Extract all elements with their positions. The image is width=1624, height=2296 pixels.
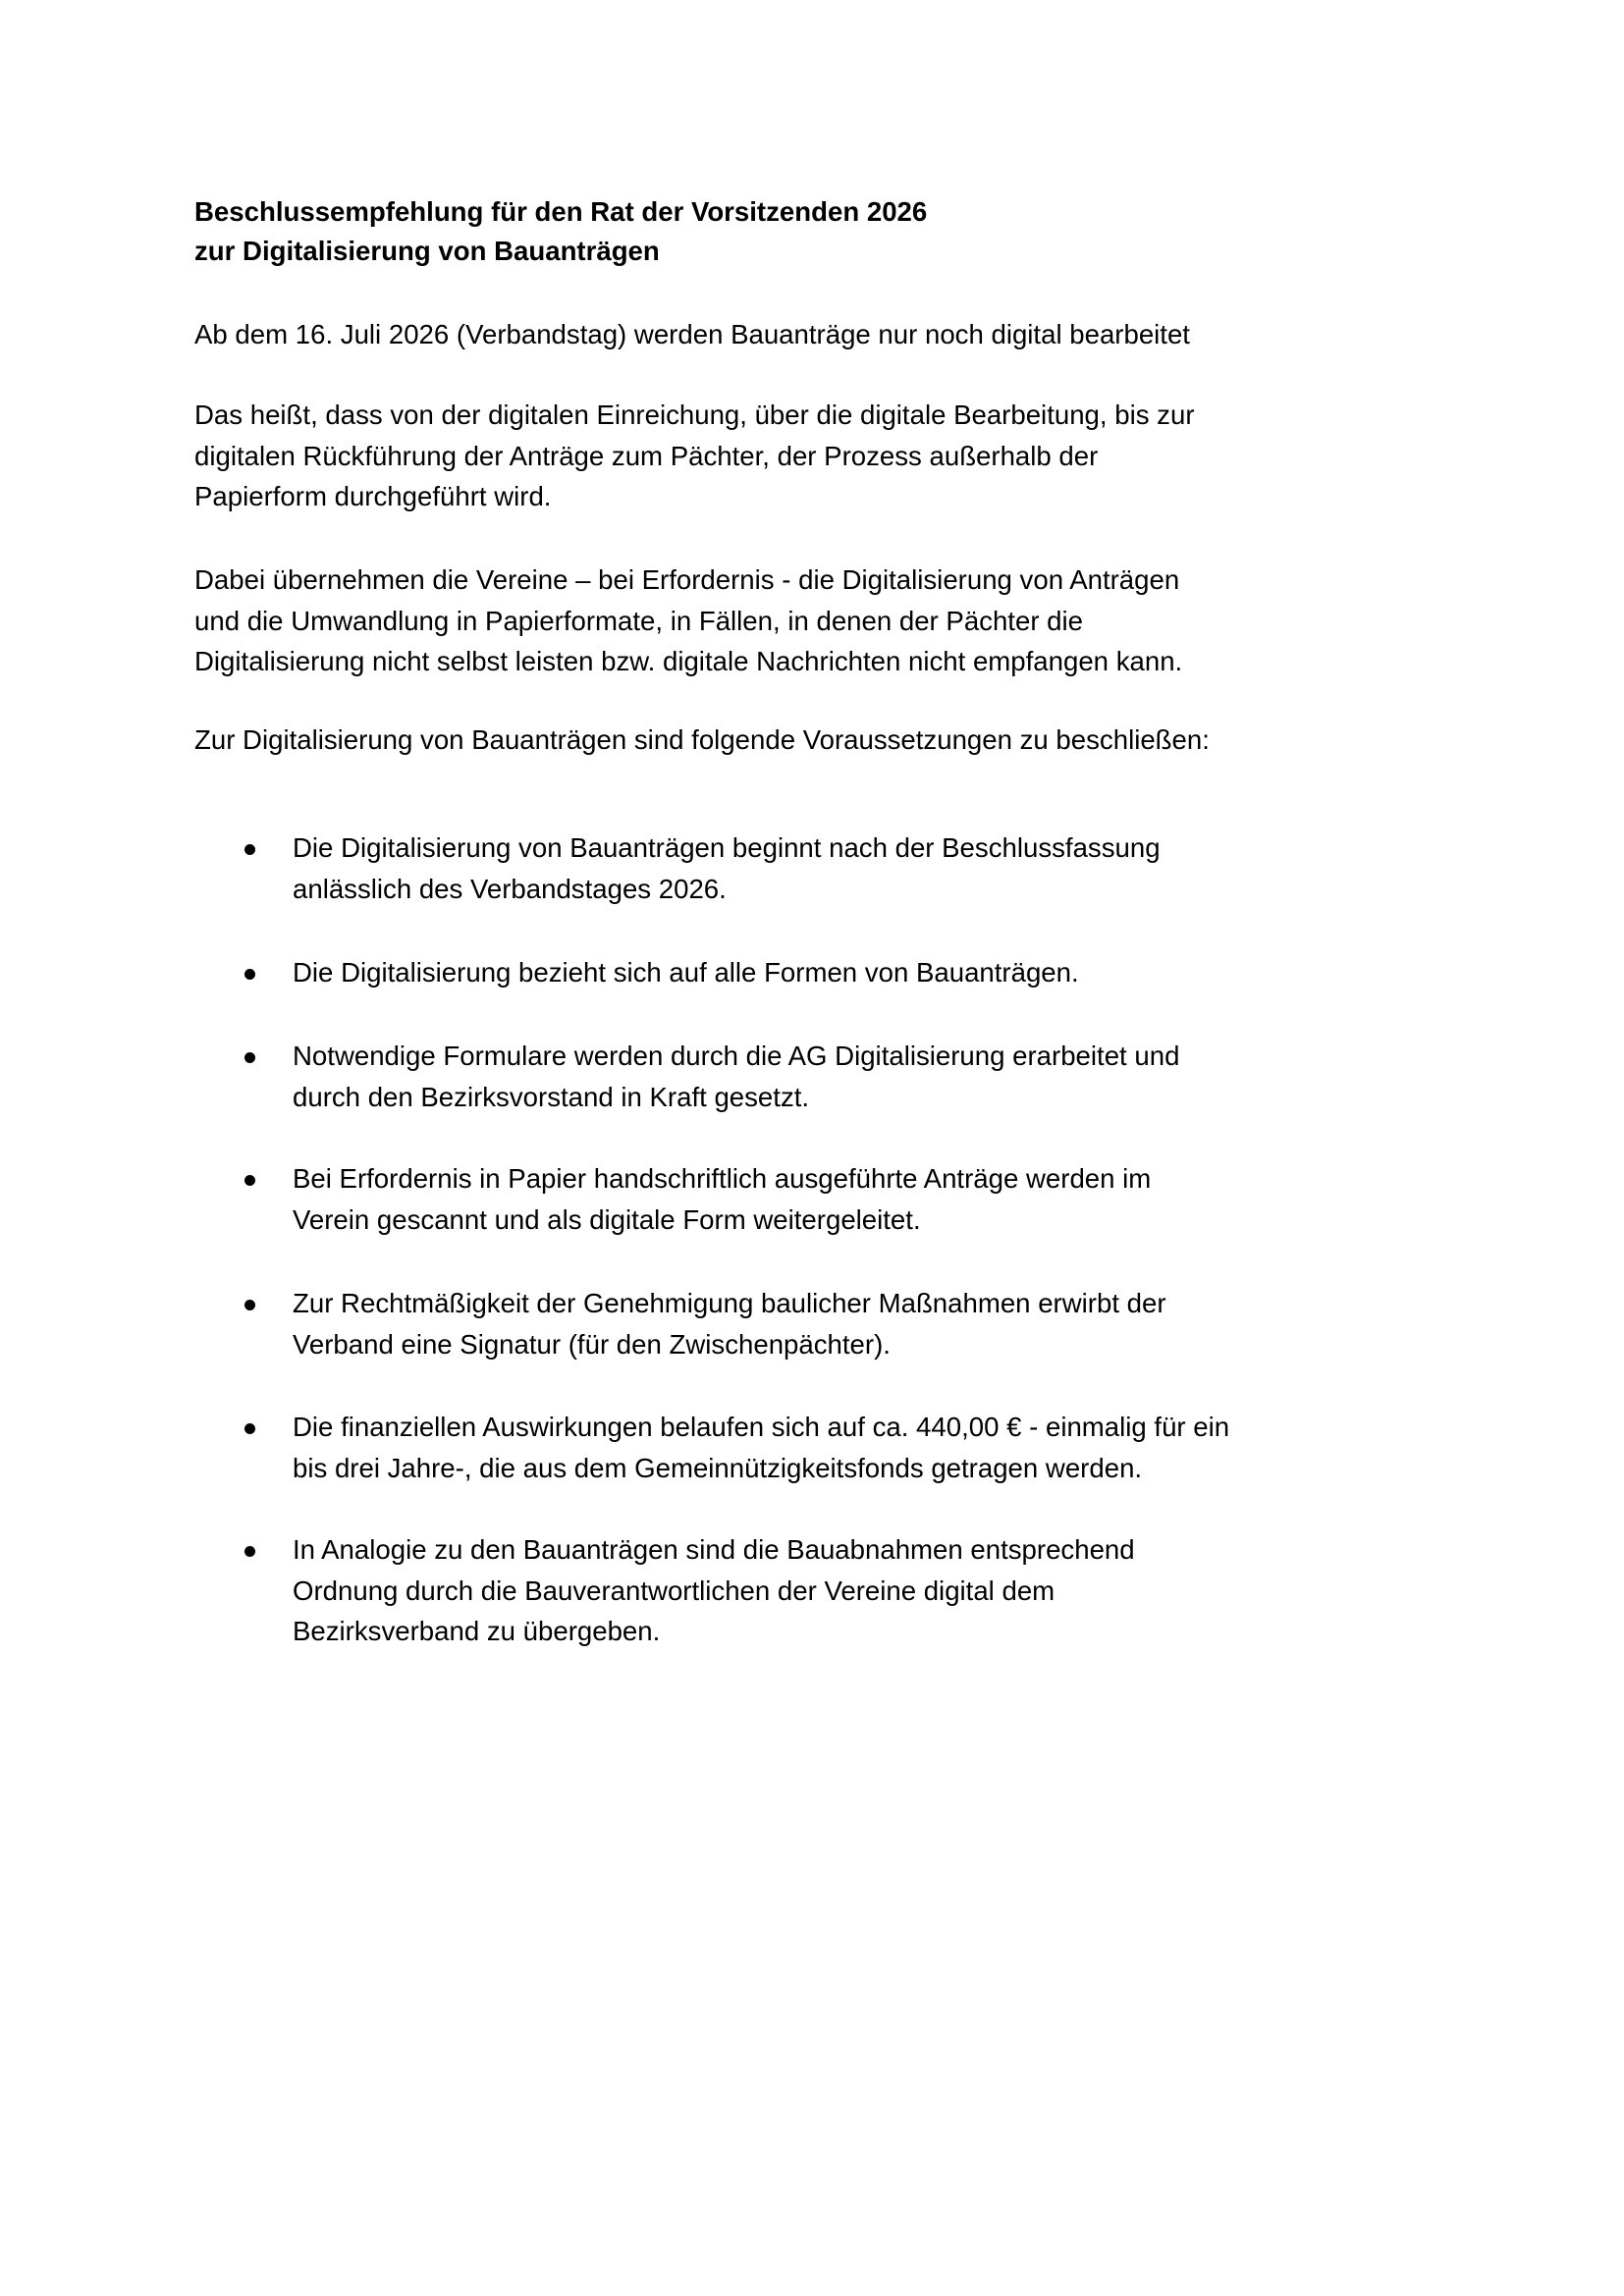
- bullet-line: anlässlich des Verbandstages 2026.: [293, 873, 727, 904]
- bullet-line: Bei Erfordernis in Papier handschriftlich ausgeführte Anträge werden im: [293, 1163, 1152, 1194]
- paragraph-line: Papierform durchgeführt wird.: [194, 481, 552, 511]
- bullet-line: Die finanziellen Auswirkungen belaufen sich auf ca. 440,00 € - einmalig für ein: [293, 1412, 1230, 1442]
- paragraph-prerequisites-intro: [194, 720, 1471, 761]
- bullet-line: Notwendige Formulare werden durch die AG Digitalisierung erarbeitet und: [293, 1041, 1180, 1071]
- bullet-icon: [244, 1175, 255, 1186]
- bullet-text: [293, 1158, 1151, 1240]
- bullet-text: [293, 952, 1079, 993]
- paragraph-line: und die Umwandlung in Papierformate, in Fällen, in denen der Pächter die: [194, 605, 1084, 636]
- paragraph-line: digitalen Rückführung der Anträge zum Pächter, der Prozess außerhalb der: [194, 440, 1099, 471]
- document-title: [194, 192, 1471, 271]
- bullet-line: Ordnung durch die Bauverantwortlichen der Vereine digital dem: [293, 1575, 1056, 1606]
- bullet-text: [293, 1283, 1166, 1364]
- bullet-line: Verband eine Signatur (für den Zwischenpächter).: [293, 1328, 891, 1360]
- bullet-icon: [244, 1423, 255, 1434]
- paragraph-line: Das heißt, dass von der digitalen Einreichung, über die digitale Bearbeitung, bis zur: [194, 400, 1195, 430]
- bullet-text: [293, 1407, 1229, 1488]
- bullet-icon: [244, 969, 255, 980]
- paragraph-line: Dabei übernehmen die Vereine – bei Erfordernis - die Digitalisierung von Anträgen: [194, 564, 1180, 595]
- bullet-icon: [244, 1300, 255, 1310]
- paragraph-line: Ab dem 16. Juli 2026 (Verbandstag) werden Bauanträge nur noch digital bearbeitet: [194, 319, 1190, 349]
- bullet-icon: [244, 844, 255, 855]
- bullet-line: In Analogie zu den Bauanträgen sind die Bauabnahmen entsprechend: [293, 1534, 1135, 1565]
- bullet-text: [293, 828, 1161, 909]
- bullet-line: Die Digitalisierung bezieht sich auf alle Formen von Bauanträgen.: [293, 957, 1079, 988]
- bullet-icon: [244, 1546, 255, 1557]
- bullet-line: Verein gescannt und als digitale Form weitergeleitet.: [293, 1203, 921, 1235]
- paragraph-line: Zur Digitalisierung von Bauanträgen sind folgende Voraussetzungen zu beschließen:: [194, 724, 1210, 755]
- bullet-text: [293, 1036, 1179, 1117]
- title-line: zur Digitalisierung von Bauanträgen: [194, 236, 660, 266]
- bullet-line: durch den Bezirksvorstand in Kraft gesetzt.: [293, 1081, 810, 1112]
- bullet-line: Zur Rechtmäßigkeit der Genehmigung baulicher Maßnahmen erwirbt der: [293, 1288, 1166, 1318]
- paragraph-associations: [194, 560, 1471, 682]
- bullet-icon: [244, 1052, 255, 1063]
- paragraph-line: Digitalisierung nicht selbst leisten bzw. digitale Nachrichten nicht empfangen kann.: [194, 646, 1183, 676]
- paragraph-effective-date: [194, 314, 1471, 355]
- bullet-line: Bezirksverband zu übergeben.: [293, 1616, 661, 1646]
- bullet-line: Die Digitalisierung von Bauanträgen beginnt nach der Beschlussfassung: [293, 832, 1161, 863]
- bullet-line: bis drei Jahre-, die aus dem Gemeinnützigkeitsfonds getragen werden.: [293, 1452, 1143, 1483]
- paragraph-process: [194, 395, 1471, 517]
- bullet-text: [293, 1529, 1135, 1652]
- title-line: Beschlussempfehlung für den Rat der Vorsitzenden 2026: [194, 196, 928, 227]
